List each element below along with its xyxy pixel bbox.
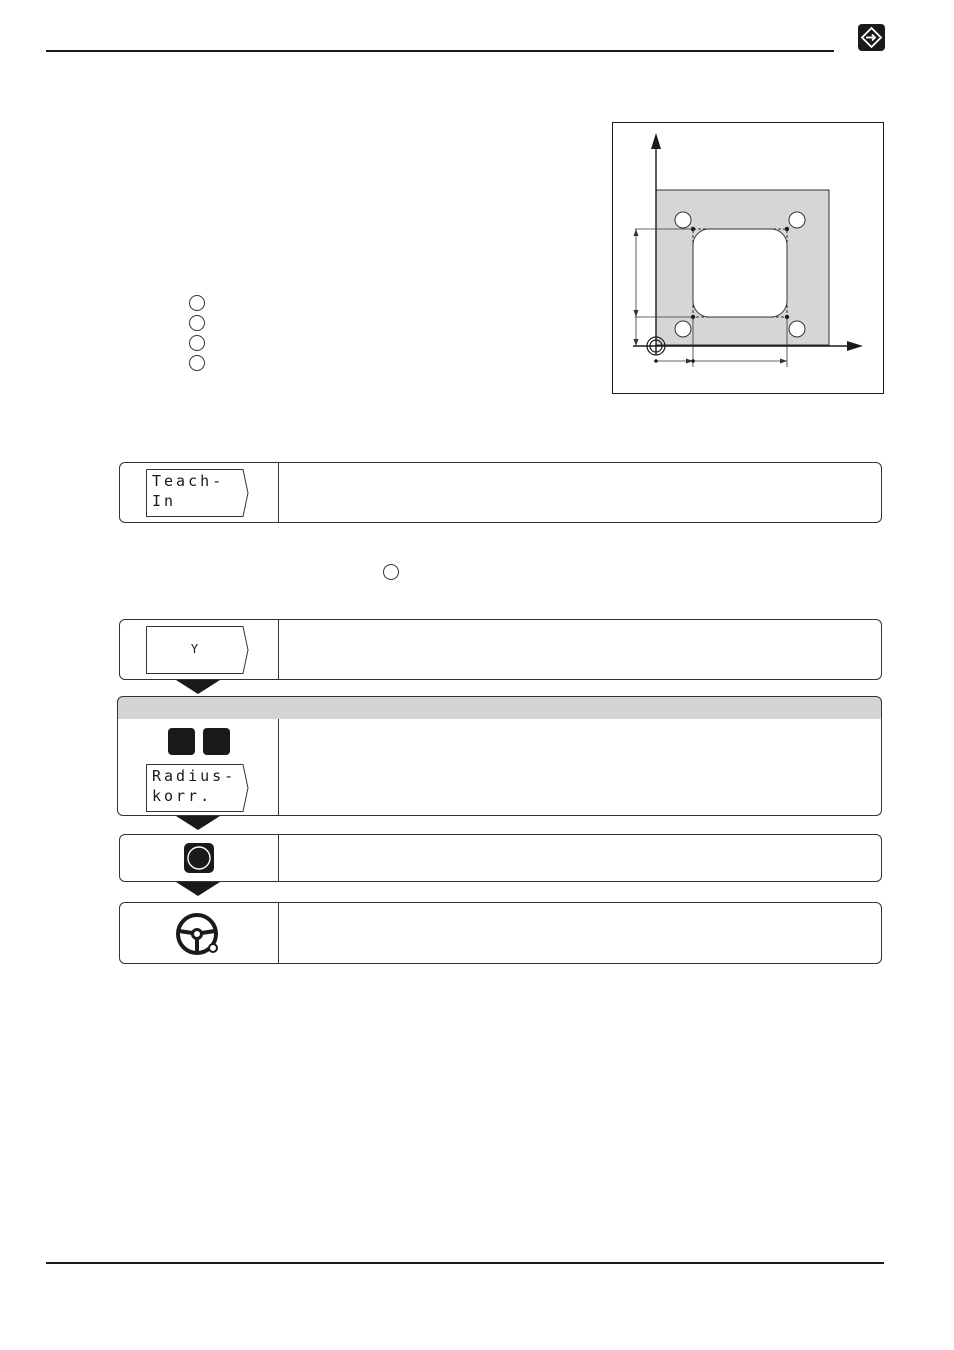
softkey-line-2: In xyxy=(152,492,177,510)
list-marker-4 xyxy=(189,355,205,371)
step-key-column xyxy=(118,719,279,815)
step-teach-in xyxy=(119,462,882,523)
flow-arrow-down-icon xyxy=(176,816,220,830)
step-handwheel xyxy=(119,902,882,964)
axis-y-softkey[interactable] xyxy=(146,626,246,670)
teach-in-mode-icon xyxy=(858,24,885,51)
step-radius-comp xyxy=(117,719,882,816)
step-axis-y xyxy=(119,619,882,680)
numeric-key-1[interactable] xyxy=(168,728,195,755)
softkey-line-2: korr. xyxy=(152,787,213,805)
step-key-column xyxy=(120,463,279,522)
flow-arrow-down-icon xyxy=(176,882,220,896)
softkey-label: Y xyxy=(190,642,202,656)
inline-marker xyxy=(383,564,399,580)
list-marker-1 xyxy=(189,295,205,311)
step-enter xyxy=(119,834,882,882)
handwheel-icon xyxy=(173,910,223,958)
softkey-line-1: Radius- xyxy=(152,767,237,785)
softkey-line-1: Teach- xyxy=(152,472,225,490)
enter-key-icon[interactable] xyxy=(184,843,214,873)
step-key-column xyxy=(120,903,279,963)
footer-rule xyxy=(46,1262,884,1264)
step-key-column xyxy=(120,835,279,881)
header-rule xyxy=(46,50,834,52)
list-marker-3 xyxy=(189,335,205,351)
list-marker-2 xyxy=(189,315,205,331)
step-group-header xyxy=(117,696,882,720)
step-key-column xyxy=(120,620,279,679)
numeric-key-2[interactable] xyxy=(203,728,230,755)
workpiece-figure xyxy=(612,122,884,394)
teach-in-softkey[interactable] xyxy=(146,469,246,513)
radius-comp-softkey[interactable] xyxy=(146,764,246,808)
flow-arrow-down-icon xyxy=(176,680,220,694)
